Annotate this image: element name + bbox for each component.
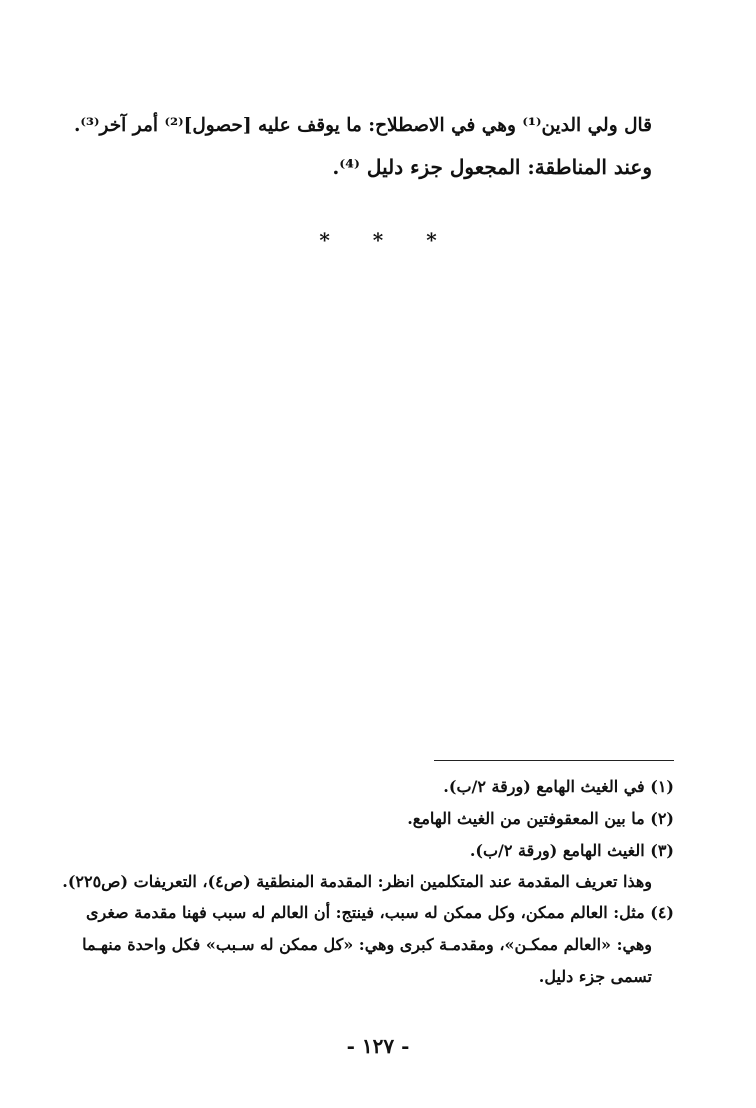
separator-star-3: * — [426, 228, 437, 252]
main-text-line-2: وعند المناطقة: المجعول جزء دليل ⁽⁴⁾. — [332, 155, 652, 179]
page-number: - ١٢٧ - — [346, 1034, 410, 1058]
footnote-3: (٣) الغيث الهامع (ورقة ٢/ب). — [469, 841, 674, 860]
separator-star-2: * — [372, 228, 384, 252]
footnote-4-line-3: تسمى جزء دليل. — [538, 967, 652, 986]
section-separator — [0, 228, 756, 252]
footnote-1: (١) في الغيث الهامع (ورقة ٢/ب). — [443, 777, 674, 796]
footnote-4: (٤) مثل: العالم ممكن، وكل ممكن له سبب، فينتج: أن العالم له سبب فهنا مقدمة صغرى — [85, 903, 674, 922]
footnote-2: (٢) ما بين المعقوفتين من الغيث الهامع. — [407, 809, 674, 828]
footnote-divider — [434, 760, 674, 761]
main-text-line-1: قال ولي الدين⁽¹⁾ وهي في الاصطلاح: ما يوقف عليه [حصول]⁽²⁾ أمر آخر⁽³⁾. — [73, 115, 652, 136]
footnote-3-continuation: وهذا تعريف المقدمة عند المتكلمين انظر: المقدمة المنطقية (ص٤)، التعريفات (ص٢٢٥). — [62, 872, 652, 891]
separator-star-1: * — [319, 228, 330, 252]
footnote-4-line-2: وهي: «العالم ممكـن»، ومقدمـة كبرى وهي: «كل ممكن له سـبب» فكل واحدة منهـما — [82, 935, 652, 954]
